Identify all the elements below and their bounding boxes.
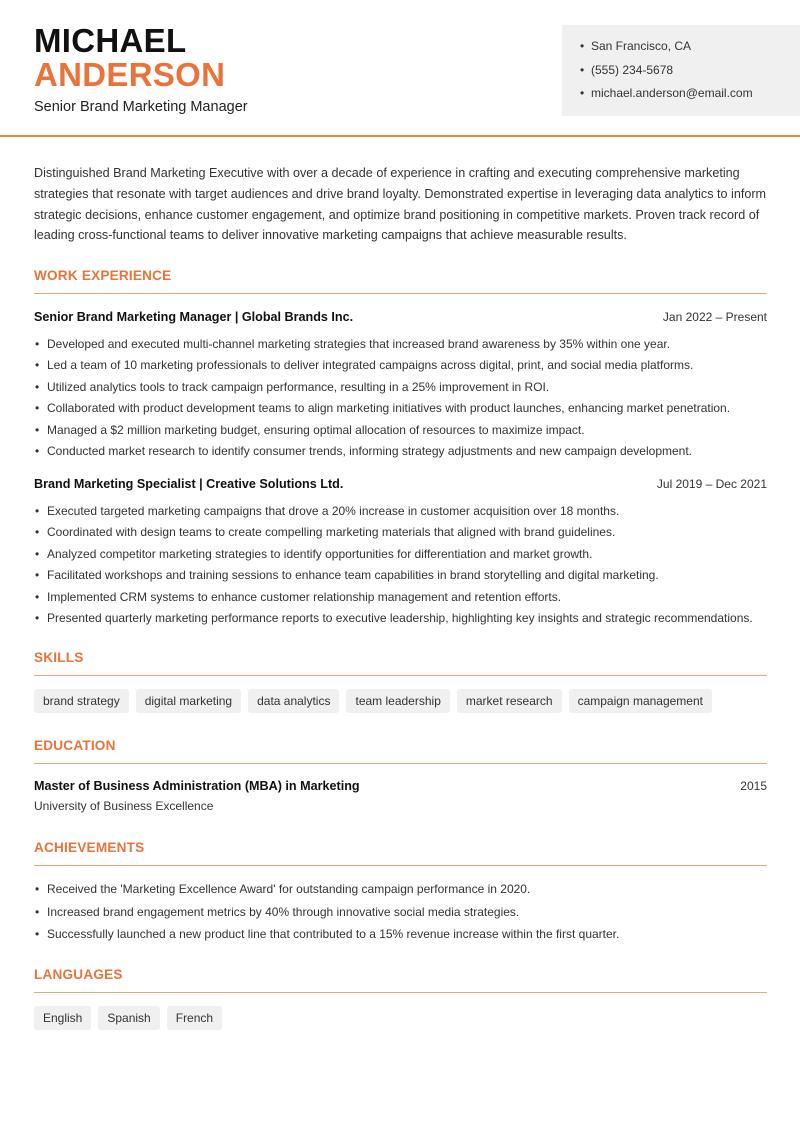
skill-tag: team leadership xyxy=(346,689,449,713)
list-item: • Executed targeted marketing campaigns that drove a 20% increase in customer acquisition over 18 months. xyxy=(34,502,767,523)
section-title-work: WORK EXPERIENCE xyxy=(34,268,767,294)
skill-tag: campaign management xyxy=(569,689,712,713)
contact-list xyxy=(580,37,800,108)
section-title-education: EDUCATION xyxy=(34,738,767,764)
resume-header xyxy=(0,0,800,137)
skill-tag: data analytics xyxy=(248,689,339,713)
list-item: • Implemented CRM systems to enhance customer relationship management and retention efforts. xyxy=(34,588,767,609)
list-item: • Developed and executed multi-channel marketing strategies that increased brand awareness by 35% within one year. xyxy=(34,335,767,356)
section-title-achievements: ACHIEVEMENTS xyxy=(34,840,767,866)
list-item: • Increased brand engagement metrics by 40% through innovative social media strategies. xyxy=(34,903,767,926)
summary: Distinguished Brand Marketing Executive with over a decade of experience in crafting and executing comprehensive marketing strategies that resonate with target audiences and drive brand loyalty. Demonstrated expertise in leveraging data analytics to inform strategic decisions, enhance customer engagement, and optimize brand positioning in competitive markets. Proven track record of leading cross-functional teams to deliver innovative marketing campaigns that achieve measurable results. xyxy=(34,166,767,243)
job-title: Senior Brand Marketing Manager xyxy=(34,99,248,115)
job-role: Senior Brand Marketing Manager | Global Brands Inc. xyxy=(34,310,354,324)
section-title-languages: LANGUAGES xyxy=(34,967,767,993)
skills-tags xyxy=(34,689,712,713)
list-item: • Coordinated with design teams to create compelling marketing materials that aligned with brand guidelines. xyxy=(34,523,767,544)
list-item: • Managed a $2 million marketing budget, ensuring optimal allocation of resources to maximize impact. xyxy=(34,421,767,442)
last-name: ANDERSON xyxy=(34,56,226,93)
education-degree: Master of Business Administration (MBA) in Marketing xyxy=(34,779,360,793)
job-header xyxy=(34,477,767,495)
contact-email[interactable]: • michael.anderson@email.com xyxy=(580,84,800,108)
job-dates: Jan 2022 – Present xyxy=(662,310,767,324)
language-tag: English xyxy=(34,1006,91,1030)
list-item: • Successfully launched a new product line that contributed to a 15% revenue increase within the first quarter. xyxy=(34,925,767,948)
list-item: • Led a team of 10 marketing professionals to deliver integrated campaigns across digital, print, and social media platforms. xyxy=(34,356,767,377)
list-item: • Presented quarterly marketing performance reports to executive leadership, highlighting key insights and strategic recommendations. xyxy=(34,609,767,630)
skill-tag: brand strategy xyxy=(34,689,129,713)
list-item: • Collaborated with product development teams to align marketing initiatives with product launches, enhancing market penetration. xyxy=(34,399,767,420)
list-item: • Facilitated workshops and training sessions to enhance team capabilities in brand storytelling and digital marketing. xyxy=(34,566,767,587)
job-dates: Jul 2019 – Dec 2021 xyxy=(656,477,767,491)
first-name: MICHAEL xyxy=(34,22,187,59)
job-header xyxy=(34,310,767,328)
language-tags xyxy=(34,1006,222,1030)
language-tag: French xyxy=(167,1006,222,1030)
list-item: • Analyzed competitor marketing strategies to identify opportunities for differentiation and market growth. xyxy=(34,545,767,566)
section-title-skills: SKILLS xyxy=(34,650,767,676)
list-item: • Conducted market research to identify consumer trends, informing strategy adjustments and new campaign development. xyxy=(34,442,767,463)
education-school: University of Business Excellence xyxy=(34,799,214,813)
contact-phone: • (555) 234-5678 xyxy=(580,61,800,85)
education-year: 2015 xyxy=(740,779,767,793)
job-role: Brand Marketing Specialist | Creative Solutions Ltd. xyxy=(34,477,344,491)
achievement-bullets xyxy=(34,880,767,948)
list-item: • Utilized analytics tools to track campaign performance, resulting in a 25% improvement in ROI. xyxy=(34,378,767,399)
skill-tag: digital marketing xyxy=(136,689,241,713)
list-item: • Received the 'Marketing Excellence Award' for outstanding campaign performance in 2020. xyxy=(34,880,767,903)
language-tag: Spanish xyxy=(98,1006,159,1030)
job-bullets xyxy=(34,502,767,630)
contact-location: • San Francisco, CA xyxy=(580,37,800,61)
job-bullets xyxy=(34,335,767,463)
skill-tag: market research xyxy=(457,689,562,713)
contact-box xyxy=(562,25,800,116)
